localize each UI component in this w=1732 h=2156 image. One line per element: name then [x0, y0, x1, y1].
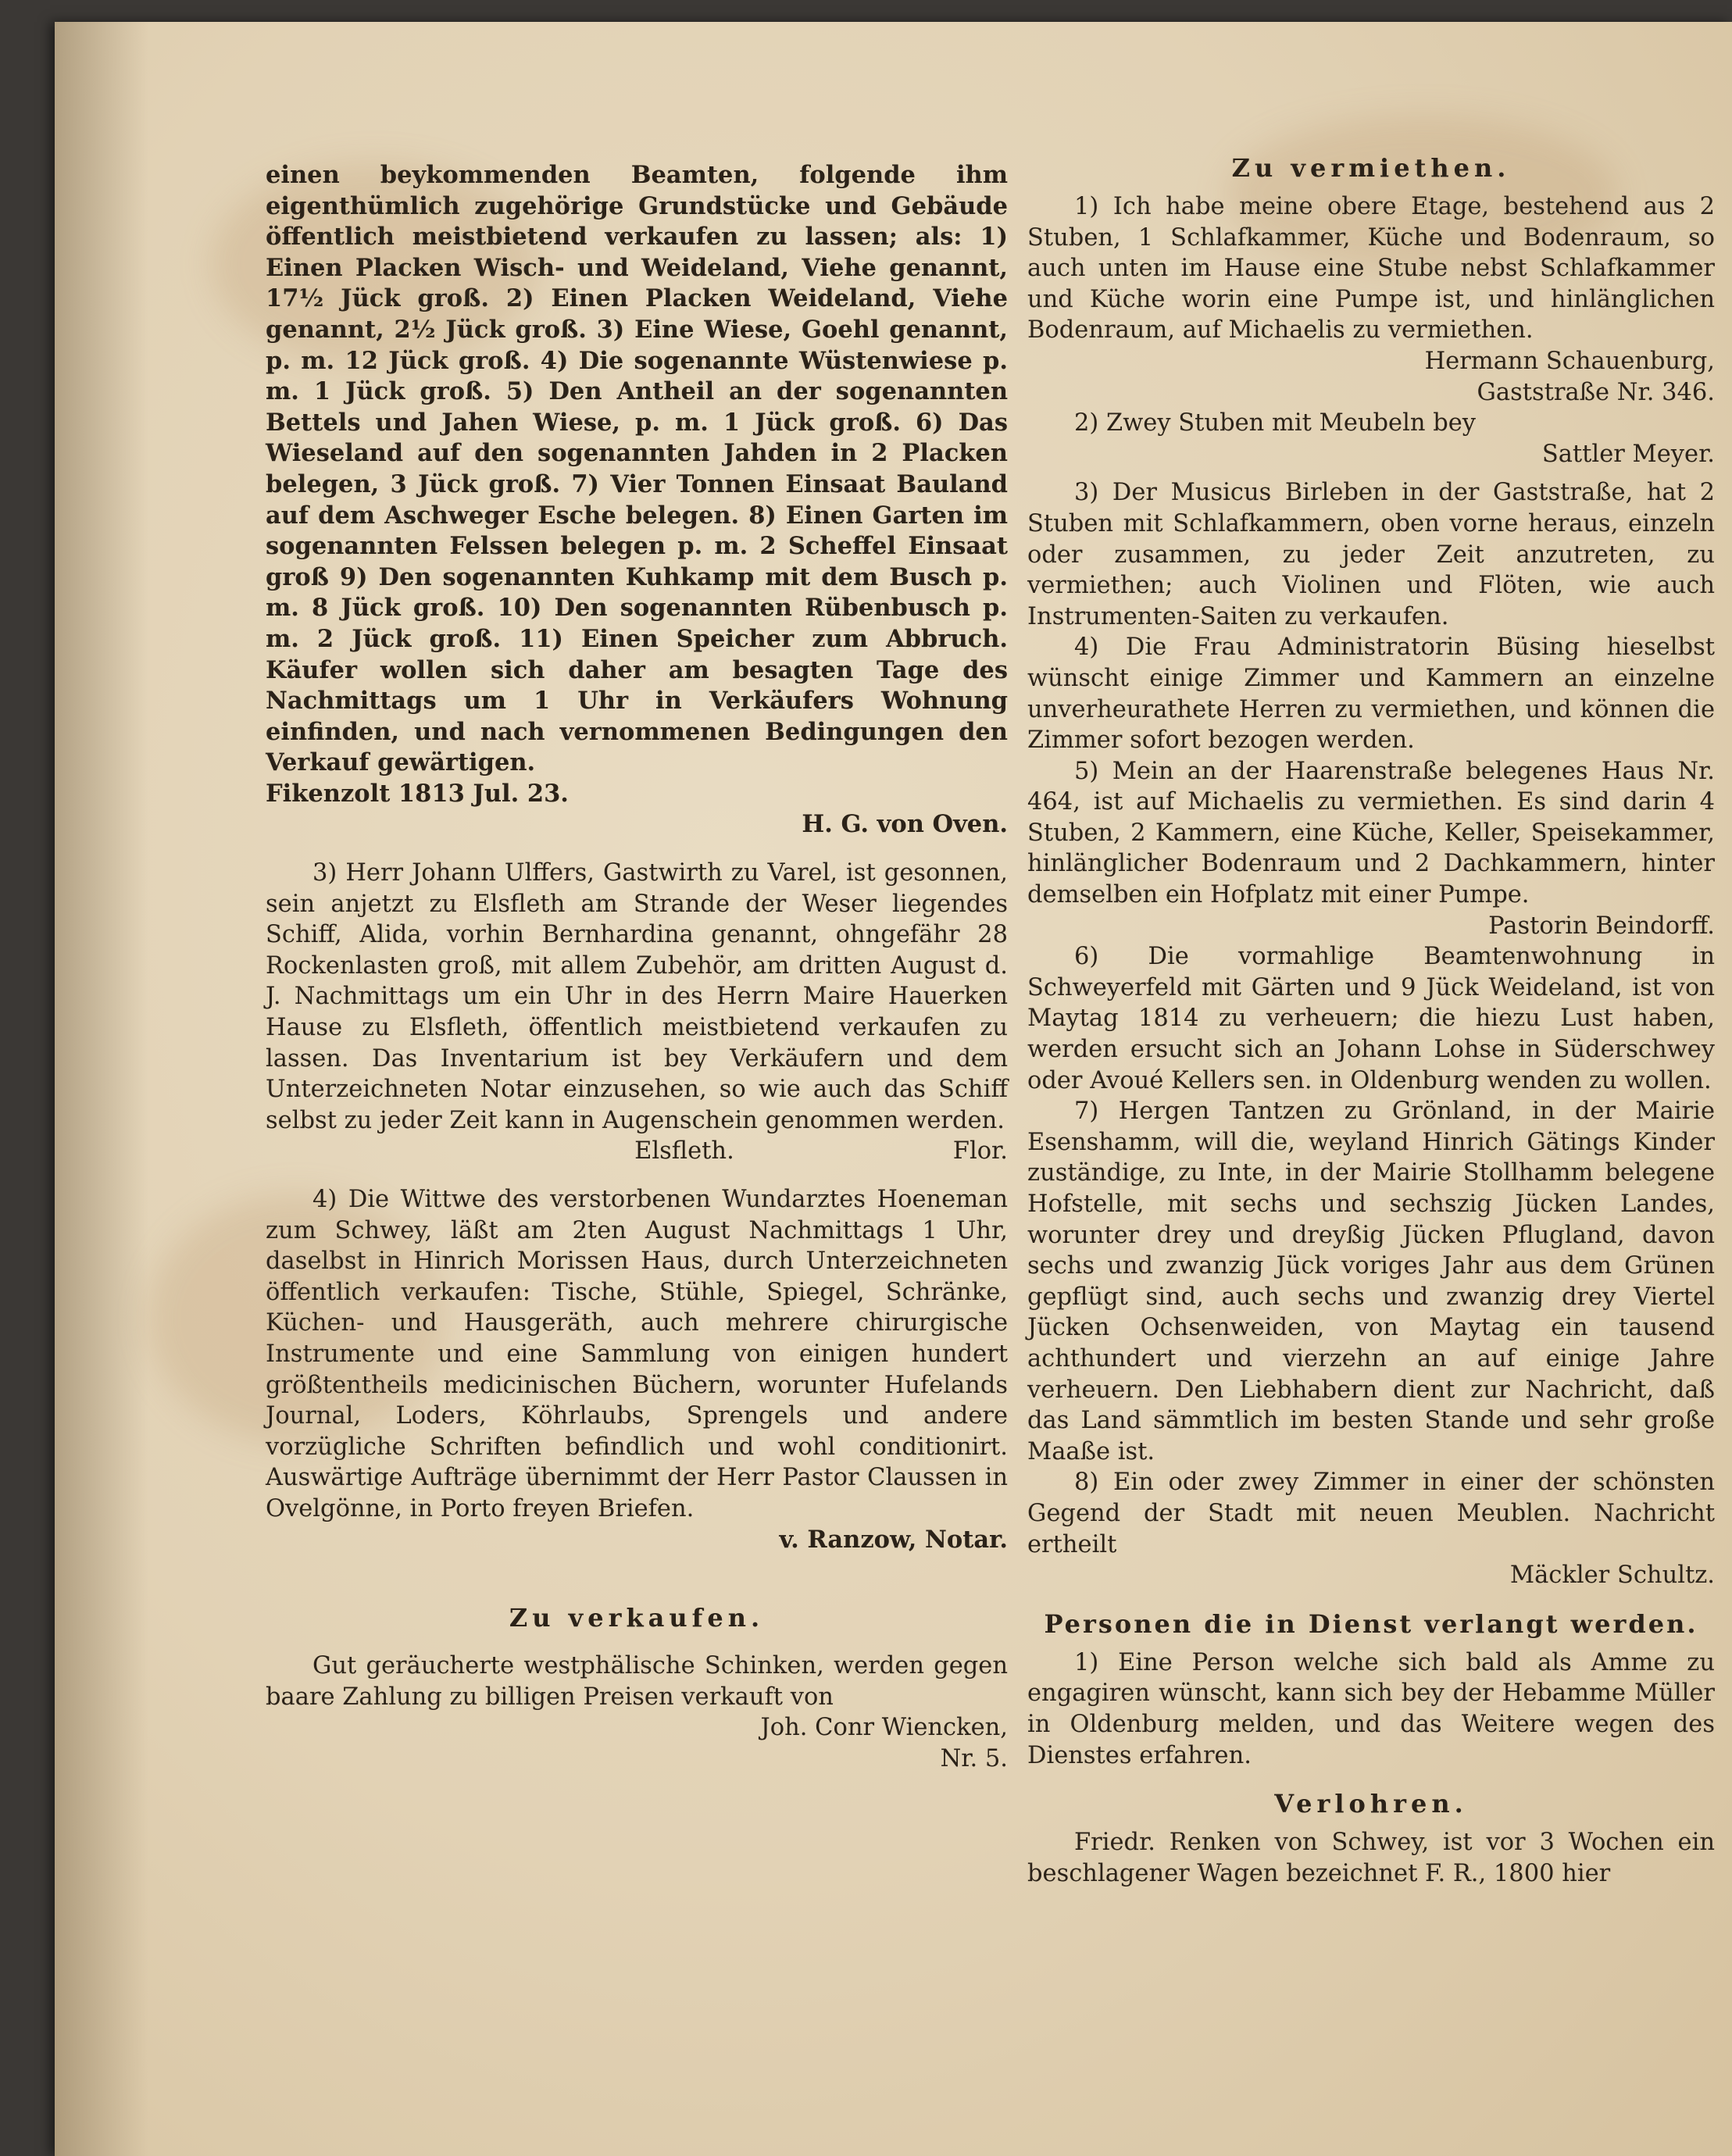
ship-sale-signer: Flor. — [952, 1137, 1008, 1165]
rent-notice-5-signer: Pastorin Beindorff. — [1488, 912, 1715, 940]
ham-sale-signer: Joh. Conr Wiencken, — [760, 1714, 1008, 1742]
rent-notice-2-signer: Sattler Meyer. — [1541, 440, 1715, 468]
right-column — [1027, 152, 1715, 1889]
ship-sale-signature — [266, 1136, 1008, 1167]
rent-notice-4: 4) Die Frau Administratorin Büsing hieselbst wünscht einige Zimmer und Kammern an einzelne unverheurathete Herren zu vermiethen, und können die Zimmer sofort bezogen werden. — [1027, 634, 1715, 755]
rent-notice-6: 6) Die vormahlige Beamtenwohnung in Schweyerfeld mit Gärten und 9 Jück Weideland, ist von Maytag 1814 zu verheuern; die hiezu Lust haben, werden ersucht sich an Johann Lohse in Süderschwey oder Avoué Kellers sen. in Oldenburg wenden zu wollen. — [1027, 943, 1715, 1094]
ham-sale-number: Nr. 5. — [940, 1744, 1008, 1772]
estate-sale-signature: v. Ranzow, Notar. — [779, 1525, 1008, 1554]
rent-notice-7: 7) Hergen Tantzen zu Grönland, in der Mairie Esenshamm, will die, weyland Hinrich Gätings Kinder zuständige, zu Inte, in der Mairie Stollhamm belegene Hofstelle, mit sechs und sechszig Jücken Landes, worunter drey und dreyßig Jücken Pflugland, davon sechs und zwanzig Jück voriges Jahr aus dem Grünen gepflügt sind, auch sechs und zwanzig drey Viertel Jücken Ochsenweiden, von Maytag ein tausend achthundert und vierzehn an auf einige Jahre verheuern. Den Liebhabern dient zur Nachricht, daß das Land sämmtlich im besten Stande und sehr große Maaße ist. — [1027, 1098, 1715, 1465]
auction-notice-continuation: einen beykommenden Beamten, folgende ihm eigenthümlich zugehörige Grundstücke und Gebäude öffentlich meistbietend verkaufen zu lassen; als: 1) Einen Placken Wisch- und Weideland, Viehe genannt, 17½ Jück groß. 2) Einen Placken Weideland, Viehe genannt, 2½ Jück groß. 3) Eine Wiese, Goehl genannt, p. m. 12 Jück groß. 4) Die sogenannte Wüstenwiese p. m. 1 Jück groß. 5) Den Antheil an der sogenannten Bettels und Jahen Wiese, p. m. 1 Jück groß. 6) Das Wieseland auf den sogenannten Jahden in 2 Placken belegen, 3 Jück groß. 7) Vier Tonnen Einsaat Bauland auf dem Aschweger Esche belegen. 8) Einen Garten im sogenannten Felssen belegen p. m. 2 Scheffel Einsaat groß 9) Den sogenannten Kuhkamp mit dem Busch p. m. 8 Jück groß. 10) Den sogenannten Rübenbusch p. m. 2 Jück groß. 11) Einen Speicher zum Abbruch. Käufer wollen sich daher am besagten Tage des Nachmittags um 1 Uhr in Verkäufers Wohnung einfinden, und nach vernommenen Bedingungen den Verkauf gewärtigen. — [266, 161, 1008, 777]
service-wanted-heading: Personen die in Dienst verlangt werden. — [1044, 1608, 1698, 1639]
service-notice-1: 1) Eine Person welche sich bald als Amme zu engagiren wünscht, kann sich bey der Hebamme Müller in Oldenburg melden, und das Weitere wegen des Dienstes erfahren. — [1027, 1648, 1715, 1769]
ship-sale-place: Elsfleth. — [634, 1137, 734, 1165]
ship-sale-notice: 3) Herr Johann Ulffers, Gastwirth zu Varel, ist gesonnen, sein anjetzt zu Elsfleth am Strande der Weser liegendes Schiff, Alida, vorhin Bernhardina genannt, ohngefähr 28 Rockenlasten groß, mit allem Zubehör, am dritten August d. J. Nachmittags um ein Uhr in des Herrn Maire Hauerken Hause zu Elsfleth, öffentlich meistbietend verkaufen zu lassen. Das Inventarium ist bey Verkäufern und dem Unterzeichneten Notar einzusehen, so wie auch das Schiff selbst zu jeder Zeit kann in Augenschein genommen werden. — [266, 859, 1008, 1134]
rent-notice-5: 5) Mein an der Haarenstraße belegenes Haus Nr. 464, ist auf Michaelis zu vermiethen. Es sind darin 4 Stuben, 2 Kammern, eine Küche, Keller, Speisekammer, hinlänglicher Bodenraum und 2 Dachkammern, hinter demselben ein Hofplatz mit einer Pumpe. — [1027, 757, 1715, 909]
auction-notice-signature: H. G. von Oven. — [802, 810, 1008, 839]
rent-notice-8: 8) Ein oder zwey Zimmer in einer der schönsten Gegend der Stadt mit neuen Meublen. Nachricht ertheilt — [1027, 1469, 1715, 1558]
estate-sale-notice: 4) Die Wittwe des verstorbenen Wundarztes Hoeneman zum Schwey, läßt am 2ten August Nachmittags 1 Uhr, daselbst in Hinrich Morissen Haus, durch Unterzeichneten öffentlich verkaufen: Tische, Stühle, Spiegel, Schränke, Küchen- und Hausgeräth, auch mehrere chirurgische Instrumente und eine Sammlung von einigen hundert größtentheils medicinischen Büchern, worunter Hufelands Journal, Loders, Köhrlaubs, Sprengels und andere vorzügliche Schriften befindlich und wohl conditionirt. Auswärtige Aufträge übernimmt der Herr Pastor Claussen in Ovelgönne, in Porto freyen Briefen. — [266, 1186, 1008, 1522]
for-sale-heading: Zu verkaufen. — [509, 1603, 765, 1633]
rent-notice-1-signer: Hermann Schauenburg, — [1424, 347, 1715, 375]
rent-notice-2: 2) Zwey Stuben mit Meubeln bey — [1074, 409, 1477, 437]
rent-notice-8-signer: Mäckler Schultz. — [1509, 1562, 1715, 1590]
for-rent-heading: Zu vermiethen. — [1231, 153, 1511, 183]
ham-sale-notice: Gut geräucherte westphälische Schinken, werden gegen baare Zahlung zu billigen Preisen verkauft von — [266, 1652, 1008, 1711]
lost-heading: Verlohren. — [1274, 1789, 1468, 1819]
rent-notice-1-address: Gaststraße Nr. 346. — [1477, 378, 1715, 406]
rent-notice-1: 1) Ich habe meine obere Etage, bestehend aus 2 Stuben, 1 Schlafkammer, Küche und Bodenraum, so auch unten im Hause eine Stube nebst Schlafkammer und Küche worin eine Pumpe ist, und hinlänglichen Bodenraum, auf Michaelis zu vermiethen. — [1027, 193, 1715, 344]
rent-notice-3: 3) Der Musicus Birleben in der Gaststraße, hat 2 Stuben mit Schlafkammern, oben vorne heraus, einzeln oder zusammen, zu jeder Zeit anzutreten, zu vermiethen; auch Violinen und Flöten, wie auch Instrumenten-Saiten zu verkaufen. — [1027, 479, 1715, 630]
auction-notice-date: Fikenzolt 1813 Jul. 23. — [266, 779, 569, 808]
left-column — [266, 160, 1008, 1775]
lost-notice-1: Friedr. Renken von Schwey, ist vor 3 Wochen ein beschlagener Wagen bezeichnet F. R., 1800 hier — [1027, 1829, 1715, 1887]
